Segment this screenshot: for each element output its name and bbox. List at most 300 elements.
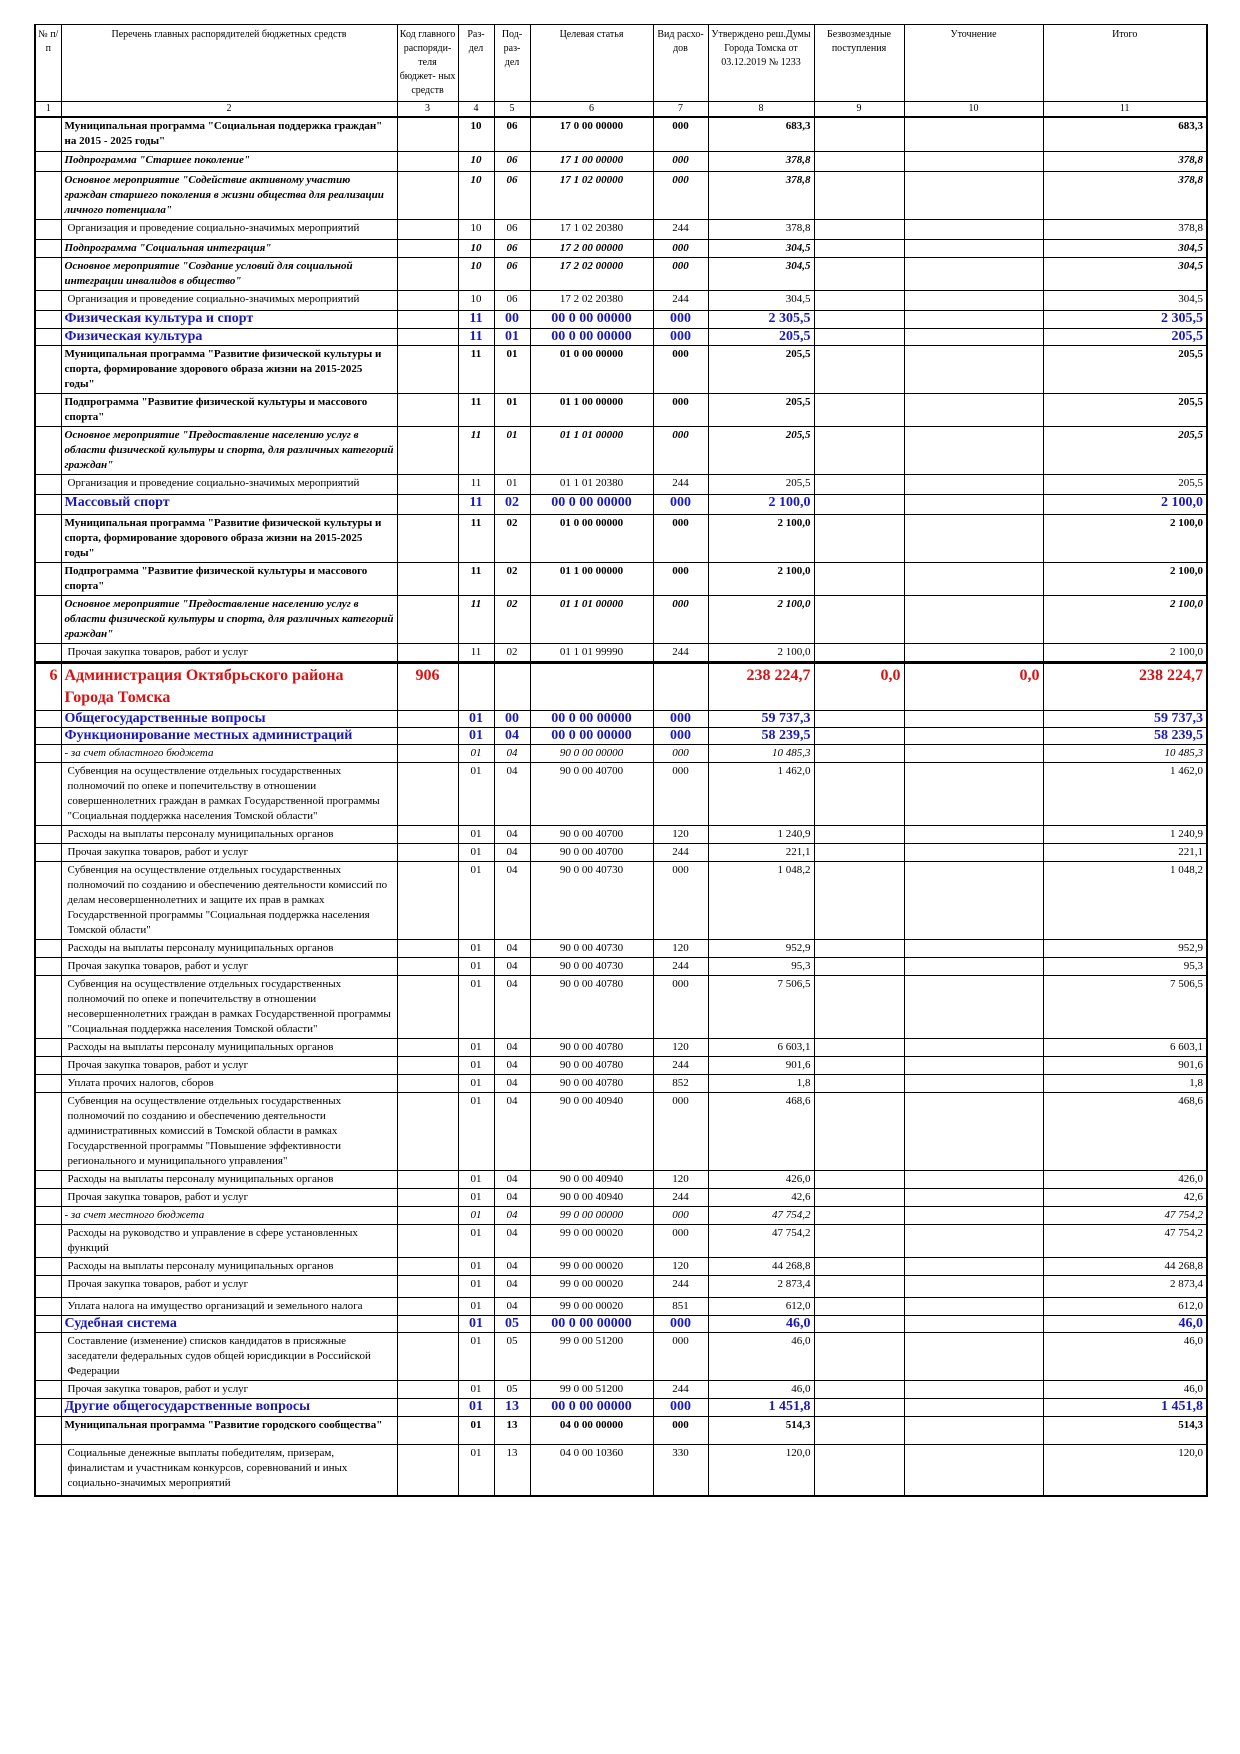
cell-name: Уплата прочих налогов, сборов [61,1074,397,1092]
cell-approved-amount: 205,5 [708,393,814,426]
cell-total-amount: 952,9 [1043,939,1207,957]
cell-grant-amount [814,744,904,762]
cell-kod [397,1206,458,1224]
cell-kod [397,975,458,1038]
cell-podrazdel: 00 [494,310,530,328]
cell-expense-type: 244 [653,843,708,861]
cell-target-article: 99 0 00 00020 [530,1297,653,1315]
cell-approved-amount: 205,5 [708,328,814,345]
cell-kod [397,310,458,328]
cell-target-article: 17 1 00 00000 [530,151,653,171]
cell-expense-type: 000 [653,762,708,825]
cell-grant-amount [814,151,904,171]
column-number: 2 [61,102,397,118]
cell-razdel: 10 [458,171,494,219]
cell-expense-type: 000 [653,562,708,595]
cell-total-amount: 6 603,1 [1043,1038,1207,1056]
cell-total-amount: 468,6 [1043,1092,1207,1170]
cell-total-amount: 304,5 [1043,257,1207,290]
cell-expense-type: 000 [653,257,708,290]
cell-target-article [530,662,653,710]
cell-approved-amount: 901,6 [708,1056,814,1074]
cell-razdel: 01 [458,710,494,727]
cell-grant-amount [814,1038,904,1056]
cell-num [35,643,61,662]
table-row [35,1297,1207,1315]
cell-kod [397,117,458,151]
cell-kod: 906 [397,662,458,710]
cell-approved-amount: 59 737,3 [708,710,814,727]
cell-target-article: 00 0 00 00000 [530,310,653,328]
cell-correction-amount [904,939,1043,957]
cell-approved-amount: 952,9 [708,939,814,957]
cell-grant-amount [814,595,904,643]
cell-expense-type: 851 [653,1297,708,1315]
cell-expense-type: 120 [653,1170,708,1188]
cell-grant-amount [814,1315,904,1332]
budget-table [34,24,1208,1497]
column-number: 7 [653,102,708,118]
cell-correction-amount [904,975,1043,1038]
table-row [35,975,1207,1038]
cell-target-article: 99 0 00 00000 [530,1206,653,1224]
cell-target-article: 90 0 00 40730 [530,939,653,957]
cell-razdel: 01 [458,1188,494,1206]
cell-kod [397,957,458,975]
cell-grant-amount [814,219,904,239]
cell-approved-amount: 304,5 [708,290,814,310]
cell-total-amount: 2 100,0 [1043,494,1207,514]
cell-expense-type: 244 [653,643,708,662]
cell-kod [397,643,458,662]
cell-approved-amount: 1 240,9 [708,825,814,843]
cell-total-amount: 1 048,2 [1043,861,1207,939]
cell-total-amount: 901,6 [1043,1056,1207,1074]
table-row [35,1224,1207,1257]
cell-num [35,345,61,393]
cell-kod [397,1074,458,1092]
cell-num [35,562,61,595]
cell-razdel: 01 [458,1038,494,1056]
cell-correction-amount [904,239,1043,257]
column-number: 9 [814,102,904,118]
table-row [35,393,1207,426]
cell-podrazdel: 00 [494,710,530,727]
cell-razdel: 11 [458,328,494,345]
cell-target-article: 01 1 00 00000 [530,562,653,595]
cell-razdel: 11 [458,426,494,474]
cell-podrazdel: 04 [494,744,530,762]
cell-podrazdel: 04 [494,1224,530,1257]
cell-name: Подпрограмма "Старшее поколение" [61,151,397,171]
cell-num [35,239,61,257]
table-row [35,345,1207,393]
table-row [35,1416,1207,1444]
column-number: 8 [708,102,814,118]
cell-grant-amount [814,257,904,290]
table-row [35,861,1207,939]
cell-approved-amount: 120,0 [708,1444,814,1496]
cell-grant-amount [814,1224,904,1257]
cell-grant-amount [814,494,904,514]
table-row [35,151,1207,171]
cell-kod [397,595,458,643]
cell-total-amount: 59 737,3 [1043,710,1207,727]
cell-approved-amount: 378,8 [708,151,814,171]
cell-target-article: 00 0 00 00000 [530,1398,653,1416]
cell-kod [397,219,458,239]
cell-razdel [458,662,494,710]
cell-target-article: 17 0 00 00000 [530,117,653,151]
cell-expense-type: 000 [653,171,708,219]
cell-razdel: 01 [458,843,494,861]
cell-podrazdel: 01 [494,393,530,426]
cell-target-article: 00 0 00 00000 [530,494,653,514]
cell-podrazdel: 04 [494,1188,530,1206]
column-number: 5 [494,102,530,118]
cell-podrazdel: 04 [494,939,530,957]
cell-approved-amount: 378,8 [708,219,814,239]
cell-kod [397,257,458,290]
table-row [35,1206,1207,1224]
cell-correction-amount [904,1224,1043,1257]
cell-kod [397,939,458,957]
cell-kod [397,171,458,219]
cell-num [35,328,61,345]
cell-name: Субвенция на осуществление отдельных государственных полномочий по созданию и обеспечению деятельности административных комиссий в Томской области в рамках Государственной программы "Повышение эффективности регионального и муниципального управления" [61,1092,397,1170]
cell-correction-amount [904,151,1043,171]
cell-razdel: 11 [458,514,494,562]
cell-grant-amount [814,1170,904,1188]
cell-podrazdel: 04 [494,1257,530,1275]
cell-name: - за счет местного бюджета [61,1206,397,1224]
cell-name: Прочая закупка товаров, работ и услуг [61,843,397,861]
cell-correction-amount [904,1416,1043,1444]
cell-podrazdel: 01 [494,426,530,474]
cell-approved-amount: 2 100,0 [708,643,814,662]
cell-num [35,1398,61,1416]
cell-razdel: 01 [458,1380,494,1398]
cell-podrazdel: 04 [494,1297,530,1315]
cell-expense-type: 244 [653,1380,708,1398]
cell-name: Субвенция на осуществление отдельных государственных полномочий по опеке и попечительству в отношении несовершеннолетних граждан в рамках Государственной программы "Социальная поддержка населения Томской области" [61,975,397,1038]
cell-approved-amount: 7 506,5 [708,975,814,1038]
cell-kod [397,744,458,762]
cell-grant-amount [814,825,904,843]
cell-grant-amount [814,345,904,393]
table-row [35,1056,1207,1074]
cell-correction-amount [904,171,1043,219]
cell-grant-amount [814,1074,904,1092]
cell-total-amount: 378,8 [1043,219,1207,239]
cell-kod [397,1398,458,1416]
header-cs: Целевая статья [530,25,653,102]
cell-total-amount: 205,5 [1043,345,1207,393]
header-utv: Утверждено реш.Думы Города Томска от 03.12.2019 № 1233 [708,25,814,102]
cell-name: Прочая закупка товаров, работ и услуг [61,643,397,662]
cell-grant-amount [814,562,904,595]
table-row [35,514,1207,562]
cell-total-amount: 304,5 [1043,290,1207,310]
cell-kod [397,1056,458,1074]
cell-kod [397,328,458,345]
cell-grant-amount [814,310,904,328]
cell-correction-amount [904,1038,1043,1056]
cell-razdel: 01 [458,939,494,957]
cell-target-article: 90 0 00 40730 [530,861,653,939]
cell-podrazdel: 06 [494,117,530,151]
cell-name: Расходы на выплаты персоналу муниципальных органов [61,825,397,843]
cell-grant-amount [814,957,904,975]
header-podrazdel: Под- раз- дел [494,25,530,102]
cell-podrazdel: 04 [494,1170,530,1188]
cell-name: Основное мероприятие "Предоставление населению услуг в области физической культуры и спорта, для различных категорий граждан" [61,595,397,643]
cell-correction-amount [904,328,1043,345]
cell-correction-amount [904,117,1043,151]
cell-approved-amount: 44 268,8 [708,1257,814,1275]
cell-approved-amount: 2 873,4 [708,1275,814,1297]
cell-correction-amount [904,494,1043,514]
cell-approved-amount: 2 100,0 [708,595,814,643]
cell-target-article: 04 0 00 00000 [530,1416,653,1444]
cell-correction-amount [904,762,1043,825]
cell-grant-amount [814,171,904,219]
cell-total-amount: 378,8 [1043,151,1207,171]
cell-razdel: 01 [458,1056,494,1074]
cell-target-article: 99 0 00 51200 [530,1380,653,1398]
cell-razdel: 01 [458,1315,494,1332]
cell-razdel: 01 [458,1170,494,1188]
cell-name: Массовый спорт [61,494,397,514]
cell-podrazdel: 02 [494,595,530,643]
cell-kod [397,1416,458,1444]
cell-num [35,1224,61,1257]
cell-target-article: 90 0 00 40940 [530,1092,653,1170]
cell-target-article: 90 0 00 40780 [530,975,653,1038]
cell-total-amount: 238 224,7 [1043,662,1207,710]
cell-num: 6 [35,662,61,710]
cell-expense-type: 000 [653,117,708,151]
cell-expense-type: 000 [653,328,708,345]
cell-kod [397,1332,458,1380]
cell-name: Муниципальная программа "Развитие физической культуры и спорта, формирование здорового образа жизни на 2015-2025 годы" [61,345,397,393]
cell-correction-amount [904,744,1043,762]
cell-expense-type: 000 [653,1416,708,1444]
cell-grant-amount [814,1398,904,1416]
table-row [35,1275,1207,1297]
cell-razdel: 10 [458,117,494,151]
cell-razdel: 10 [458,257,494,290]
cell-total-amount: 46,0 [1043,1380,1207,1398]
cell-podrazdel: 05 [494,1380,530,1398]
column-number: 3 [397,102,458,118]
cell-total-amount: 612,0 [1043,1297,1207,1315]
cell-razdel: 01 [458,1332,494,1380]
table-row [35,171,1207,219]
cell-name: Прочая закупка товаров, работ и услуг [61,1380,397,1398]
cell-name: Физическая культура [61,328,397,345]
cell-total-amount: 205,5 [1043,426,1207,474]
cell-total-amount: 46,0 [1043,1315,1207,1332]
cell-approved-amount: 221,1 [708,843,814,861]
cell-expense-type: 000 [653,595,708,643]
cell-total-amount: 1 240,9 [1043,825,1207,843]
cell-grant-amount: 0,0 [814,662,904,710]
cell-total-amount: 205,5 [1043,474,1207,494]
cell-num [35,290,61,310]
cell-num [35,939,61,957]
cell-grant-amount [814,474,904,494]
cell-expense-type: 000 [653,393,708,426]
cell-razdel: 01 [458,1092,494,1170]
cell-target-article: 01 1 01 00000 [530,595,653,643]
cell-kod [397,710,458,727]
cell-num [35,1038,61,1056]
cell-podrazdel: 02 [494,494,530,514]
cell-num [35,310,61,328]
cell-approved-amount: 2 100,0 [708,494,814,514]
cell-correction-amount [904,1380,1043,1398]
cell-razdel: 01 [458,762,494,825]
cell-expense-type: 000 [653,975,708,1038]
cell-name: Субвенция на осуществление отдельных государственных полномочий по созданию и обеспечению деятельности комиссий по делам несовершеннолетних и защите их прав в рамках Государственной программы "Социальная поддержка населения Томской области" [61,861,397,939]
cell-podrazdel: 01 [494,474,530,494]
table-row [35,643,1207,662]
cell-podrazdel: 06 [494,151,530,171]
cell-correction-amount [904,562,1043,595]
cell-name: Прочая закупка товаров, работ и услуг [61,1188,397,1206]
table-row [35,117,1207,151]
cell-name: Администрация Октябрьского района Города Томска [61,662,397,710]
cell-grant-amount [814,861,904,939]
cell-razdel: 01 [458,1074,494,1092]
cell-kod [397,290,458,310]
cell-correction-amount [904,1297,1043,1315]
cell-total-amount: 44 268,8 [1043,1257,1207,1275]
cell-target-article: 01 0 00 00000 [530,345,653,393]
table-row [35,310,1207,328]
cell-correction-amount [904,474,1043,494]
cell-target-article: 99 0 00 00020 [530,1275,653,1297]
cell-target-article: 17 2 02 20380 [530,290,653,310]
cell-razdel: 01 [458,825,494,843]
cell-kod [397,474,458,494]
cell-expense-type: 000 [653,744,708,762]
cell-grant-amount [814,290,904,310]
table-row [35,662,1207,710]
cell-kod [397,1380,458,1398]
cell-kod [397,494,458,514]
cell-razdel: 11 [458,643,494,662]
cell-grant-amount [814,939,904,957]
cell-approved-amount: 42,6 [708,1188,814,1206]
cell-correction-amount: 0,0 [904,662,1043,710]
cell-razdel: 10 [458,290,494,310]
cell-approved-amount: 46,0 [708,1315,814,1332]
table-row [35,1380,1207,1398]
cell-name: Основное мероприятие "Содействие активному участию граждан старшего поколения в жизни общества для реализации личного потенциала" [61,171,397,219]
cell-num [35,117,61,151]
cell-podrazdel: 04 [494,825,530,843]
cell-expense-type: 000 [653,345,708,393]
cell-name: Судебная система [61,1315,397,1332]
cell-podrazdel: 04 [494,975,530,1038]
table-row [35,744,1207,762]
cell-grant-amount [814,1297,904,1315]
cell-total-amount: 205,5 [1043,393,1207,426]
cell-correction-amount [904,1398,1043,1416]
cell-num [35,1275,61,1297]
table-row [35,1038,1207,1056]
cell-total-amount: 42,6 [1043,1188,1207,1206]
cell-approved-amount: 47 754,2 [708,1224,814,1257]
column-number: 1 [35,102,61,118]
cell-target-article: 90 0 00 00000 [530,744,653,762]
cell-correction-amount [904,643,1043,662]
cell-kod [397,1092,458,1170]
cell-expense-type: 244 [653,474,708,494]
cell-num [35,1206,61,1224]
cell-razdel: 01 [458,975,494,1038]
cell-correction-amount [904,825,1043,843]
cell-num [35,1188,61,1206]
cell-target-article: 01 0 00 00000 [530,514,653,562]
cell-grant-amount [814,975,904,1038]
cell-approved-amount: 46,0 [708,1380,814,1398]
cell-expense-type: 000 [653,426,708,474]
cell-name: Расходы на выплаты персоналу муниципальных органов [61,1257,397,1275]
cell-name: Подпрограмма "Развитие физической культуры и массового спорта" [61,393,397,426]
cell-kod [397,1038,458,1056]
cell-razdel: 11 [458,474,494,494]
cell-podrazdel: 02 [494,514,530,562]
cell-total-amount: 47 754,2 [1043,1224,1207,1257]
cell-total-amount: 2 100,0 [1043,562,1207,595]
cell-approved-amount: 95,3 [708,957,814,975]
cell-name: Муниципальная программа "Социальная поддержка граждан" на 2015 - 2025 годы" [61,117,397,151]
table-row [35,710,1207,727]
cell-name: Подпрограмма "Социальная интеграция" [61,239,397,257]
cell-correction-amount [904,514,1043,562]
cell-num [35,1315,61,1332]
cell-podrazdel: 05 [494,1332,530,1380]
cell-expense-type: 244 [653,957,708,975]
cell-grant-amount [814,117,904,151]
cell-approved-amount: 205,5 [708,426,814,474]
cell-num [35,861,61,939]
cell-target-article: 90 0 00 40700 [530,762,653,825]
header-vr: Вид расхо- дов [653,25,708,102]
cell-razdel: 01 [458,744,494,762]
cell-approved-amount: 2 305,5 [708,310,814,328]
cell-name: Прочая закупка товаров, работ и услуг [61,957,397,975]
table-row [35,1315,1207,1332]
cell-num [35,426,61,474]
cell-razdel: 01 [458,1297,494,1315]
cell-podrazdel: 06 [494,171,530,219]
cell-num [35,474,61,494]
cell-expense-type: 000 [653,1224,708,1257]
cell-razdel: 10 [458,151,494,171]
cell-target-article: 90 0 00 40940 [530,1188,653,1206]
cell-expense-type: 000 [653,710,708,727]
cell-correction-amount [904,710,1043,727]
cell-approved-amount: 47 754,2 [708,1206,814,1224]
cell-total-amount: 426,0 [1043,1170,1207,1188]
cell-name: Основное мероприятие "Предоставление населению услуг в области физической культуры и спорта, для различных категорий граждан" [61,426,397,474]
cell-podrazdel: 13 [494,1444,530,1496]
cell-correction-amount [904,290,1043,310]
